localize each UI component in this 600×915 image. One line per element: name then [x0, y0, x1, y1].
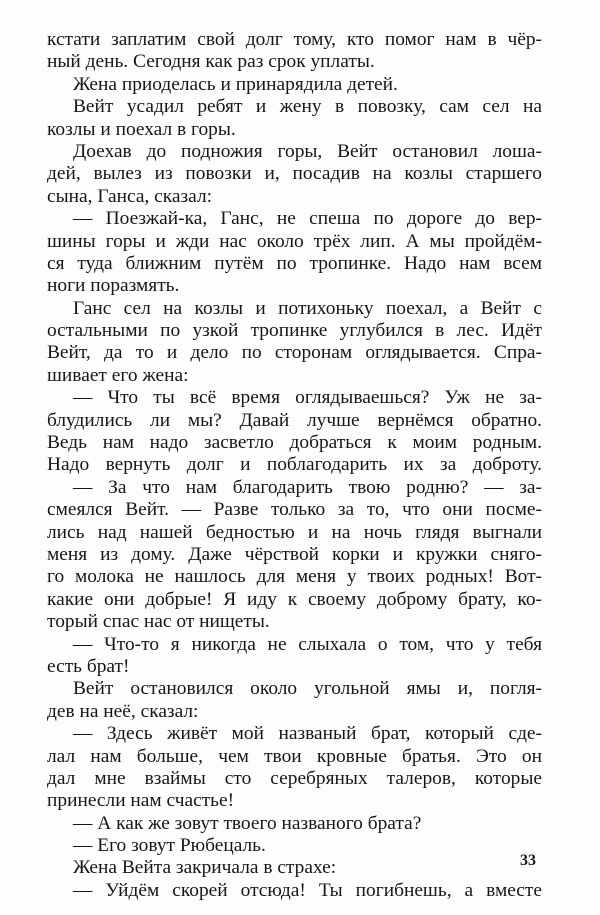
text-line: — Что-то я никогда не слыхала о том, что у тебя [73, 633, 542, 655]
text-line: есть брат! [47, 655, 130, 677]
text-line: — Поезжай-ка, Ганс, не спеша по дороге до вер- [73, 208, 542, 230]
text-line: шивает его жена: [47, 364, 189, 386]
text-line: Доехав до подножия горы, Вейт остановил лоша- [73, 140, 542, 162]
text-line: смеялся Вейт. — Разве только за то, что они посме- [47, 499, 542, 521]
text-line: — За что нам благодарить твою родню? — за- [73, 476, 542, 498]
text-line: Надо вернуть долг и поблагодарить их за доброту. [47, 454, 542, 476]
page-number: 33 [520, 852, 536, 869]
text-line: какие они добрые! Я иду к своему доброму брату, ко- [47, 588, 542, 610]
text-line: сына, Ганса, сказал: [47, 185, 213, 207]
text-line: Ведь нам надо засветло добраться к моим родным. [47, 432, 542, 454]
text-line: го молока не нашлось для меня у твоих родных! Вот- [47, 566, 542, 588]
text-line: лись над нашей бедностью и на ночь глядя выгнали [47, 521, 542, 543]
text-line: Вейт остановился около угольной ямы и, погля- [73, 678, 542, 700]
text-line: Жена приоделась и принарядила детей. [73, 73, 398, 95]
text-line: — А как же зовут твоего названого брата? [73, 812, 422, 834]
text-line: остальными по узкой тропинке углубился в лес. Идёт [47, 320, 542, 342]
text-line: Жена Вейта закричала в страхе: [73, 857, 337, 879]
text-line: — Что ты всё время оглядываешься? Уж не за- [73, 387, 542, 409]
text-line: ся туда ближним путём по тропинке. Надо нам всем [47, 252, 542, 274]
text-line: блудились ли мы? Давай лучше вернёмся обратно. [47, 409, 542, 431]
text-line: ный день. Сегодня как раз срок уплаты. [47, 51, 375, 73]
text-line: Вейт усадил ребят и жену в повозку, сам сел на [73, 96, 542, 118]
body-text [47, 29, 542, 902]
text-line: шины горы и жди нас около трёх лип. А мы пройдём- [47, 230, 542, 252]
text-line: дев на неё, сказал: [47, 700, 199, 722]
text-line: Ганс сел на козлы и потихоньку поехал, а Вейт с [73, 297, 542, 319]
text-line: козлы и поехал в горы. [47, 118, 236, 140]
text-line: кстати заплатим свой долг тому, кто помог нам в чёр- [47, 29, 542, 50]
text-line: дей, вылез из повозки и, посадив на козлы старшего [47, 163, 542, 185]
text-line: дал мне взаймы сто серебряных талеров, которые [47, 767, 542, 789]
text-line: ноги поразмять. [47, 275, 180, 297]
text-line: — Его зовут Рюбецаль. [73, 835, 266, 857]
text-line: лал нам больше, чем твои кровные братья. Это он [47, 745, 542, 767]
text-line: меня из дому. Даже чёрствой корки и кружки сняго- [47, 543, 542, 565]
text-line: торый спас нас от нищеты. [47, 611, 270, 633]
text-line: — Здесь живёт мой названый брат, который сде- [73, 723, 542, 745]
text-line: Вейт, да то и дело по сторонам оглядывается. Спра- [47, 342, 542, 364]
text-line: принесли нам счастье! [47, 790, 235, 812]
text-line: — Уйдём скорей отсюда! Ты погибнешь, а вместе [73, 879, 542, 901]
